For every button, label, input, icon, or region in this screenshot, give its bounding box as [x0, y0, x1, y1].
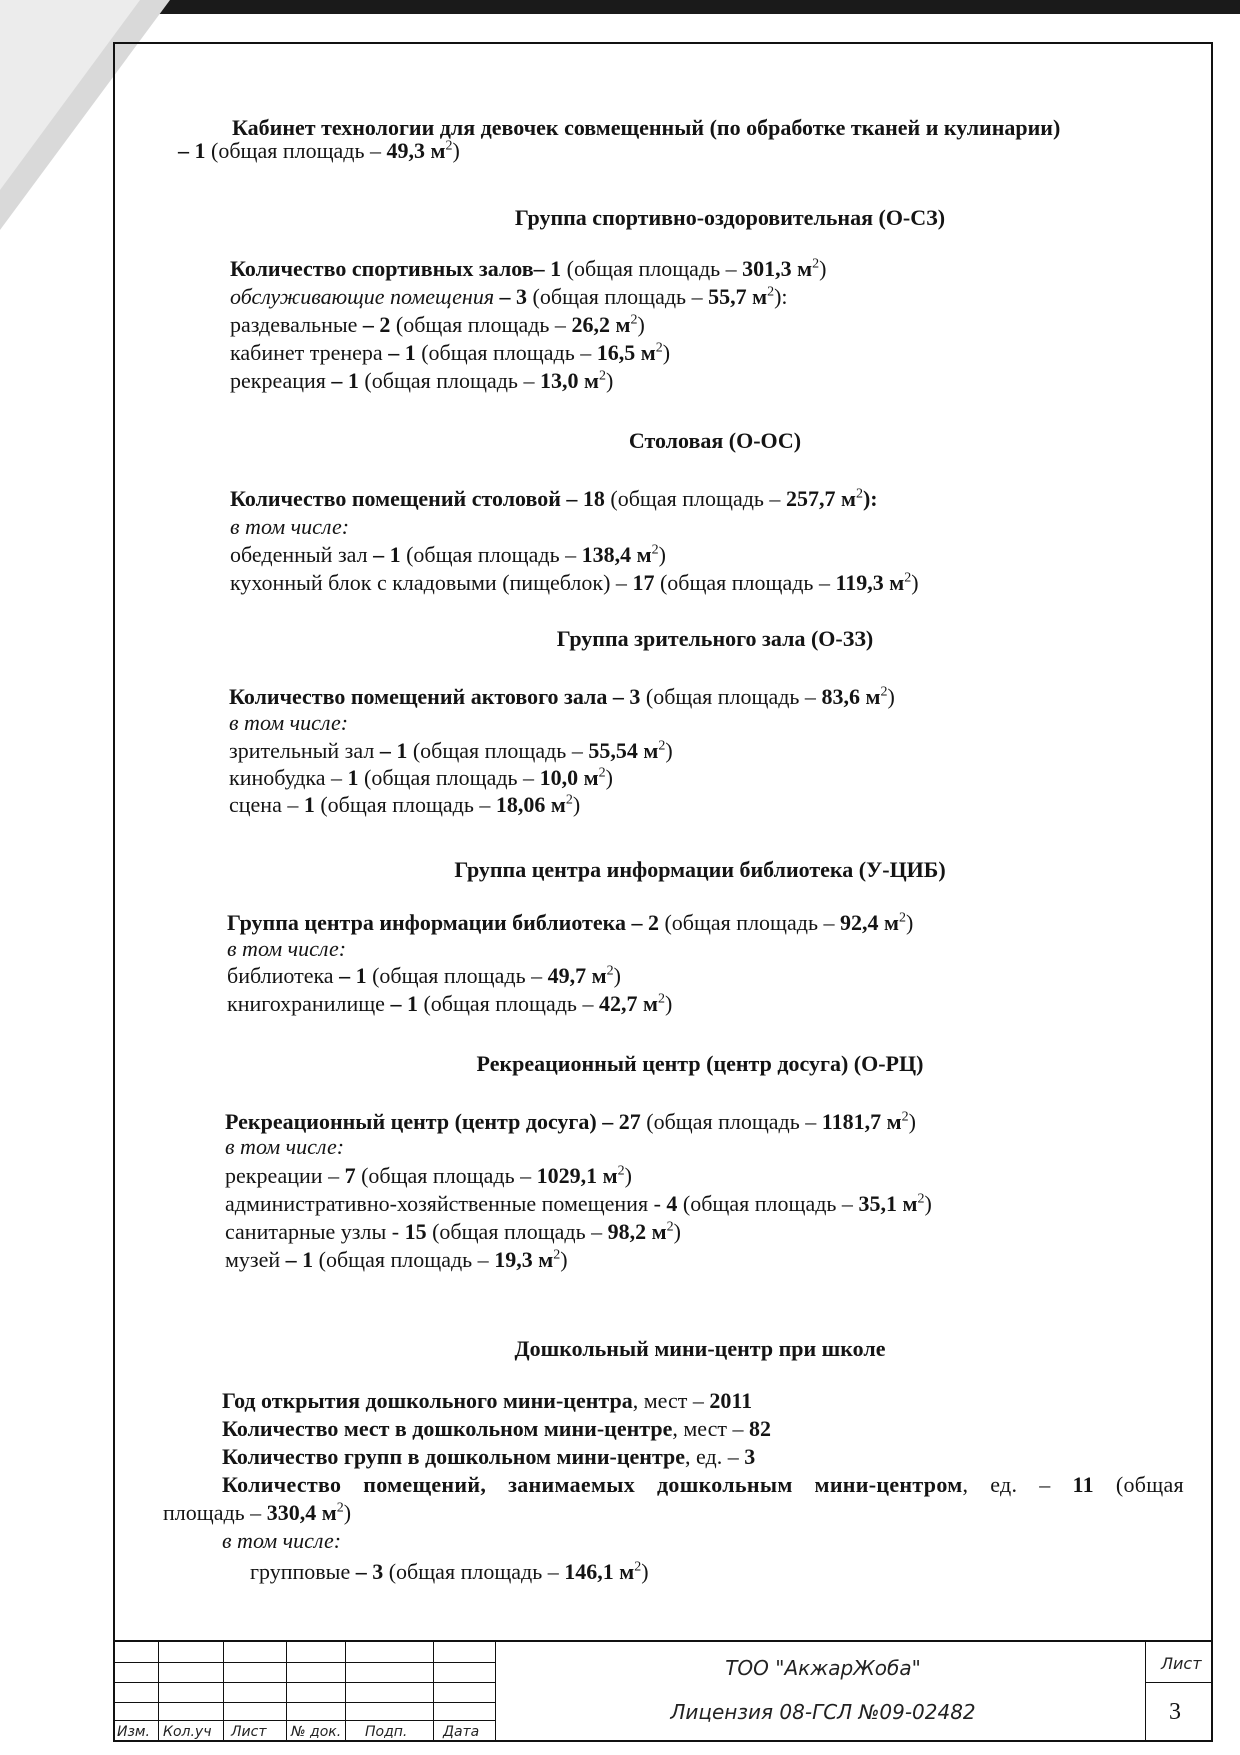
heading-preschool: Дошкольный мини-центр при школе [514, 1336, 886, 1361]
museum: музей – 1 (общая площадь – 19,3 $м^2$) [225, 1247, 568, 1272]
scan-edge [0, 0, 1240, 14]
viewing-hall: зрительный зал – 1 (общая площадь – 55,54 $м^2$) [229, 738, 673, 763]
admin-rooms: административно-хозяйственные помещения - 4 (общая площадь – 35,1 $м^2$) [225, 1191, 932, 1216]
sheet-number: 3 [1169, 1699, 1181, 1725]
including-label: в том числе: [229, 710, 349, 735]
col-data: Дата [443, 1724, 480, 1740]
heading-library: Группа центра информации библиотека (У-ЦИБ) [454, 857, 946, 882]
heading-sport: Группа спортивно-оздоровительная (О-СЗ) [514, 205, 946, 230]
service-rooms: обслуживающие помещения – 3 (общая площадь – 55,7 $м^2$): [230, 284, 788, 309]
col-ndok: № док. [291, 1724, 342, 1740]
sheet-label: Лист [1161, 1654, 1202, 1673]
including-label: в том числе: [225, 1134, 345, 1159]
preschool-rooms: Количество помещений, занимаемых дошкольным мини-центром, ед. – 11 (общая [222, 1472, 1184, 1497]
group-rooms: групповые – 3 (общая площадь – 146,1 $м^2$) [250, 1559, 649, 1584]
preschool-year: Год открытия дошкольного мини-центра, мест – 2011 [222, 1388, 753, 1413]
recreation-center: Рекреационный центр (центр досуга) – 27 (общая площадь – 1181,7 $м^2$) [225, 1109, 916, 1134]
book-storage: книгохранилище – 1 (общая площадь – 42,7 $м^2$) [227, 991, 673, 1016]
col-podp: Подп. [365, 1724, 408, 1740]
auditorium-rooms: Количество помещений актового зала – 3 (общая площадь – 83,6 $м^2$) [229, 684, 895, 709]
heading-recreation: Рекреационный центр (центр досуга) (О-РЦ) [476, 1051, 924, 1076]
including-label: в том числе: [222, 1528, 342, 1553]
stage: сцена – 1 (общая площадь – 18,06 $м^2$) [229, 792, 581, 817]
sanitary-units: санитарные узлы - 15 (общая площадь – 98,2 $м^2$) [225, 1219, 681, 1244]
library: библиотека – 1 (общая площадь – 49,7 $м^2$) [227, 963, 621, 988]
col-kolych: Кол.уч [163, 1724, 212, 1740]
title-block [113, 1640, 1213, 1742]
projection-booth: кинобудка – 1 (общая площадь – 10,0 $м^2$) [229, 765, 613, 790]
organization-name: ТОО "АкжарЖоба" [725, 1656, 921, 1680]
col-list: Лист [231, 1724, 267, 1740]
including-label: в том числе: [230, 514, 350, 539]
preschool-groups: Количество групп в дошкольном мини-центре, ед. – 3 [222, 1444, 756, 1469]
trainer-room: кабинет тренера – 1 (общая площадь – 16,5 $м^2$) [230, 340, 671, 365]
col-izm: Изм. [117, 1724, 150, 1740]
tech-cabinet-line: Кабинет технологии для девочек совмещенный (по обработке тканей и кулинарии) [232, 115, 1061, 140]
library-group: Группа центра информации библиотека – 2 (общая площадь – 92,4 $м^2$) [227, 910, 914, 935]
sport-halls: Количество спортивных залов– 1 (общая площадь – 301,3 $м^2$) [230, 256, 827, 281]
heading-canteen: Столовая (О-ОС) [628, 428, 802, 453]
kitchen-block: кухонный блок с кладовыми (пищеблок) – 17 (общая площадь – 119,3 $м^2$) [230, 570, 919, 595]
preschool-places: Количество мест в дошкольном мини-центре, мест – 82 [222, 1416, 771, 1441]
canteen-rooms: Количество помещений столовой – 18 (общая площадь – 257,7 $м^2$): [230, 486, 878, 511]
recreations: рекреации – 7 (общая площадь – 1029,1 $м^2$) [225, 1163, 632, 1188]
recreation-sport: рекреация – 1 (общая площадь – 13,0 $м^2$) [230, 368, 614, 393]
dining-hall: обеденный зал – 1 (общая площадь – 138,4 $м^2$) [230, 542, 666, 567]
heading-auditorium: Группа зрительного зала (О-ЗЗ) [556, 626, 874, 651]
preschool-area: площадь – 330,4 $м^2$) [163, 1500, 352, 1525]
including-label: в том числе: [227, 936, 347, 961]
license-number: Лицензия 08-ГСЛ №09-02482 [670, 1700, 976, 1724]
locker-rooms: раздевальные – 2 (общая площадь – 26,2 $м^2$) [230, 312, 645, 337]
tech-cabinet-line-2: – 1 (общая площадь – 49,3 $м^2$) [178, 138, 460, 163]
